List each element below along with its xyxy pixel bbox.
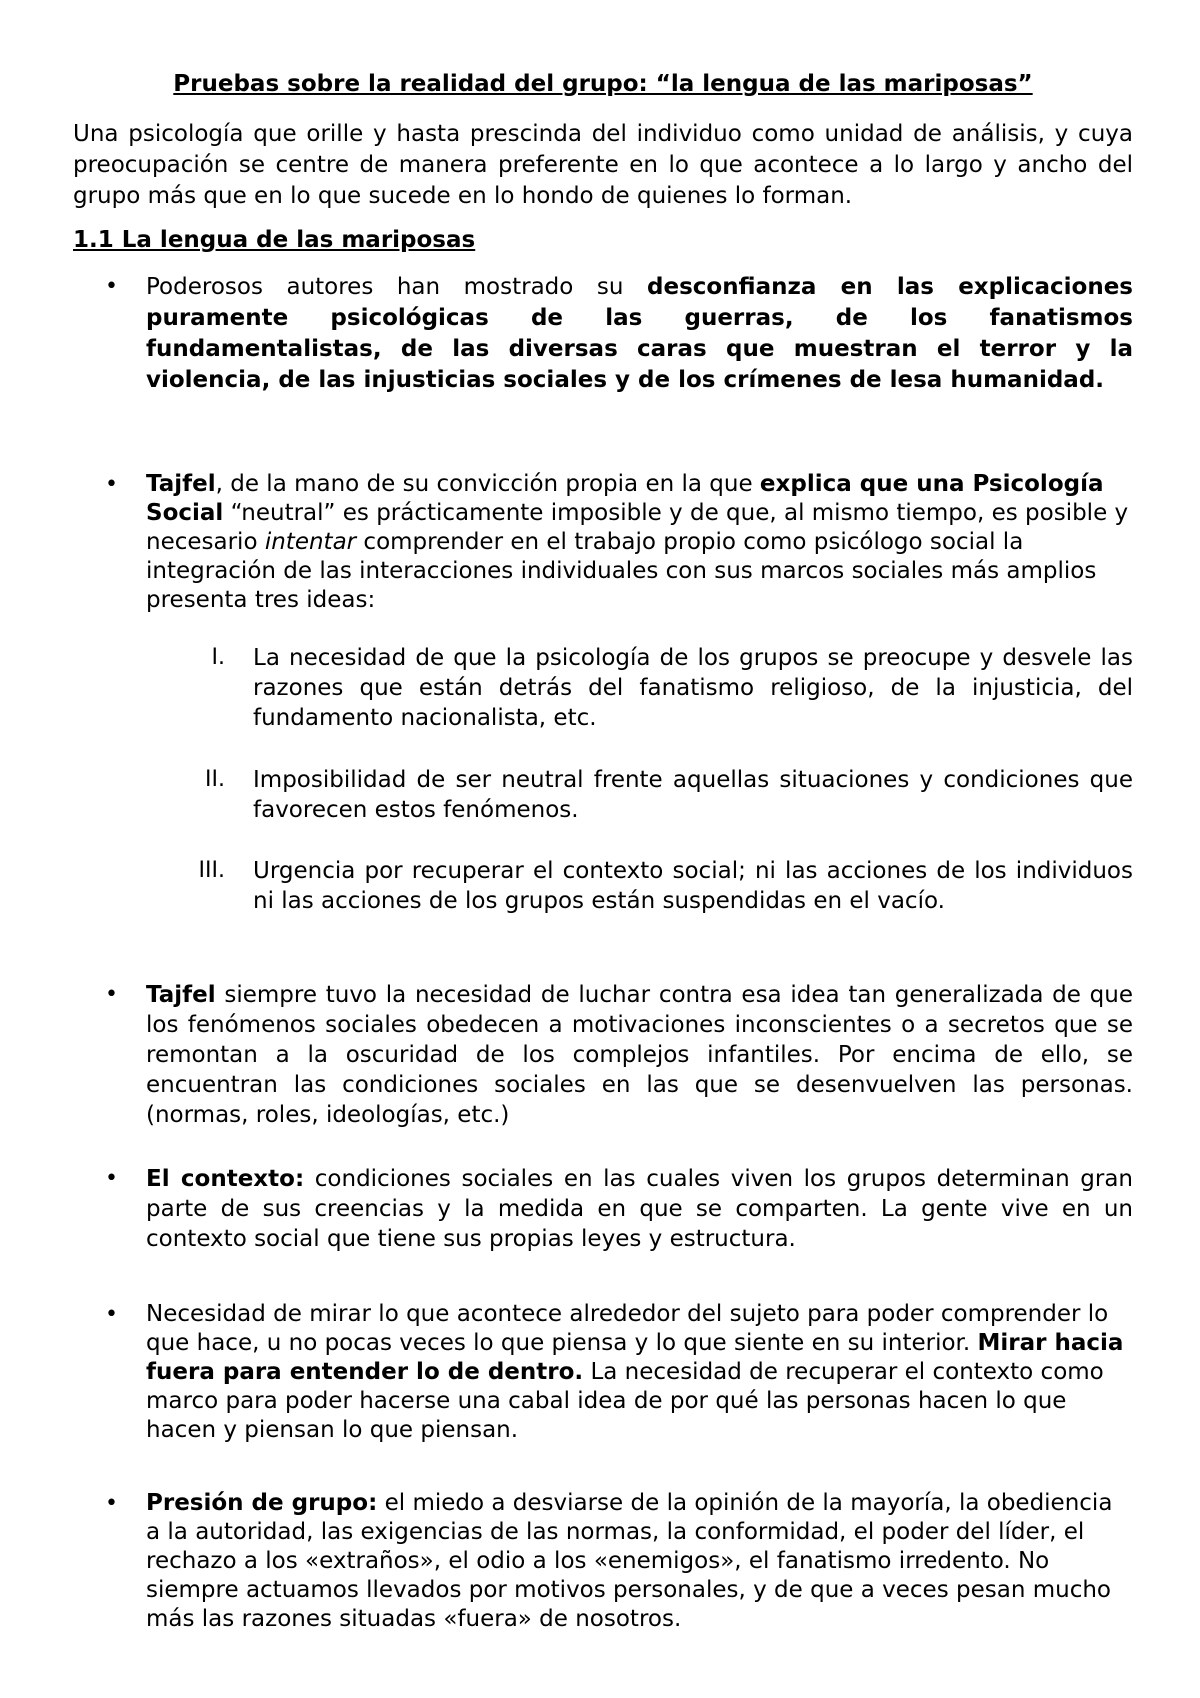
intro-paragraph: Una psicología que orille y hasta prescinda del individuo como unidad de análisis, y cuya preocupación se centre de manera preferente en lo que acontece a lo largo y ancho del grupo más que en lo que sucede en lo hondo de quienes lo forman.	[73, 121, 1133, 209]
roman-numeral: I.	[211, 645, 225, 670]
bullet-marker: •	[105, 1302, 118, 1327]
document-title: Pruebas sobre la realidad del grupo: “la lengua de las mariposas”	[173, 71, 1033, 97]
section-heading: 1.1 La lengua de las mariposas	[73, 227, 476, 253]
bullet-text: el miedo a desviarse de la opinión de la mayoría, la obediencia a la autoridad, las exigencias de las normas, la conformidad, el poder del líder, el rechazo a los «extraños», el odio a los «enemigos», el fanatismo irredento. No siempre actuamos llevados por motivos personales, y de que a veces pesan mucho más las razones situadas «fuera» de nosotros.	[146, 1490, 1113, 1632]
bullet-bold-text: Presión de grupo:	[146, 1490, 378, 1516]
roman-numeral: III.	[198, 858, 225, 883]
bullet-text: Poderosos autores han mostrado su	[146, 274, 647, 300]
bullet-item-autores	[146, 272, 1133, 396]
bullet-text: “neutral” es prácticamente imposible y de que, al mismo tiempo, es posible y necesario	[146, 500, 1129, 555]
bullet-bold-text: El contexto:	[146, 1166, 305, 1192]
bullet-text: comprender en el trabajo propio como psicólogo social la integración de las interacciones individuales con sus marcos sociales más amplios presenta tres ideas:	[146, 529, 1097, 613]
bullet-bold-text: Tajfel	[146, 471, 216, 497]
bullet-text: siempre tuvo la necesidad de luchar contra esa idea tan generalizada de que los fenómenos sociales obedecen a motivaciones inconscientes o a secretos que se remontan a la oscuridad de los complejos infantiles. Por encima de ello, se encuentran las condiciones sociales en las que se desenvuelven las personas. (normas, roles, ideologías, etc.)	[146, 982, 1133, 1128]
bullet-bold-text: Mirar hacia fuera para entender lo de dentro.	[146, 1330, 1124, 1385]
bullet-marker: •	[105, 1166, 118, 1191]
bullet-item-tajfel-lucha	[146, 980, 1133, 1130]
roman-list-item: Imposibilidad de ser neutral frente aquellas situaciones y condiciones que favorecen estos fenómenos.	[253, 767, 1133, 823]
bullet-bold-text: desconfianza en las explicaciones puramente psicológicas de las guerras, de los fanatismos fundamentalistas, de las diversas caras que muestran el terror y la violencia, de las injusticias sociales y de los crímenes de lesa humanidad.	[146, 274, 1133, 393]
bullet-item-mirar-fuera	[146, 1300, 1133, 1445]
bullet-item-tajfel-ideas	[146, 470, 1133, 615]
bullet-text: Necesidad de mirar lo que acontece alrededor del sujeto para poder comprender lo que hace, u no pocas veces lo que piensa y lo que siente en su interior.	[146, 1301, 1109, 1356]
bullet-item-contexto	[146, 1164, 1133, 1254]
bullet-text: condiciones sociales en las cuales viven los grupos determinan gran parte de sus creencias y la medida en que se comparten. La gente vive en un contexto social que tiene sus propias leyes y estructura.	[146, 1166, 1133, 1252]
bullet-item-presion-grupo	[146, 1489, 1133, 1634]
bullet-italic-text: intentar	[264, 529, 357, 555]
bullet-text: , de la mano de su convicción propia en la que	[215, 471, 760, 497]
bullet-marker: •	[105, 472, 118, 497]
roman-list-item: Urgencia por recuperar el contexto social; ni las acciones de los individuos ni las acciones de los grupos están suspendidas en el vacío.	[253, 858, 1133, 914]
bullet-marker: •	[105, 982, 118, 1007]
bullet-marker: •	[105, 1491, 118, 1516]
roman-list-item: La necesidad de que la psicología de los grupos se preocupe y desvele las razones que están detrás del fanatismo religioso, de la injusticia, del fundamento nacionalista, etc.	[253, 645, 1133, 731]
bullet-marker: •	[105, 274, 118, 299]
roman-numeral: II.	[205, 767, 225, 792]
bullet-bold-text: explica que una Psicología Social	[146, 471, 1104, 526]
bullet-bold-text: Tajfel	[146, 982, 216, 1008]
bullet-text: La necesidad de recuperar el contexto como marco para poder hacerse una cabal idea de por qué las personas hacen lo que hacen y piensan lo que piensan.	[146, 1359, 1104, 1443]
